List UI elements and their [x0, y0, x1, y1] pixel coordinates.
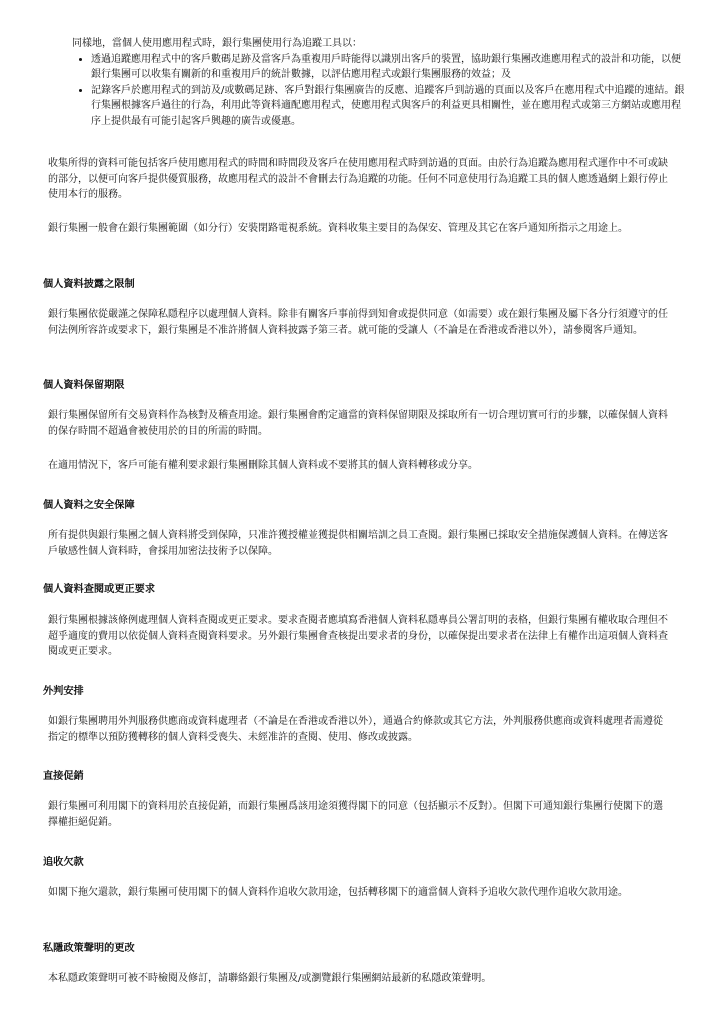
policy-changes-paragraph: 本私隱政策聲明可被不時檢閱及修訂，請聯絡銀行集團及/或瀏覽銀行集團網站最新的私隱政策聲明。: [48, 973, 492, 984]
list-item: • 透過追蹤應用程式中的客戶數碼足跡及當客戶為重複用戶時能得以識別出客戶的裝置，協助銀行集團改進應用程式的設計和功能，以便銀行集團可以收集有關新的和重複用戶的統計數據，以評估應用程式或銀行集團服務的效益；及: [91, 52, 687, 83]
section-heading: 私隱政策聲明的更改: [43, 943, 135, 954]
intro-lead: 同樣地，當個人使用應用程式時，銀行集團使用行為追蹤工具以：: [72, 38, 362, 49]
section-heading: 個人資料之安全保障: [43, 500, 135, 511]
section-heading: 追收欠款: [43, 857, 84, 868]
access-paragraph: 銀行集團根據該條例處理個人資料查閱或更正要求。要求查閱者應填寫香港個人資料私隱專員公署訂明的表格，但銀行集團有權收取合理但不超乎適度的費用以依從個人資料查閱資料要求。另外銀行集團會查核提出要求者的身份，以確保提出要求者在法律上有權作出這項個人資料查閱或更正要求。: [48, 615, 668, 657]
section-heading: 外判安排: [43, 686, 84, 697]
behavior-tracking-intro: [72, 36, 687, 129]
retention-paragraph: 銀行集團保留所有交易資料作為核對及稽查用途。銀行集團會酌定適當的資料保留期限及採取所有一切合理切實可行的步驟，以確保個人資料的保存時間不超過會被使用於的目的所需的時間。: [48, 410, 668, 437]
outsourcing-paragraph: 如銀行集團聘用外判服務供應商或資料處理者（不論是在香港或香港以外），通過合約條款或其它方法，外判服務供應商或資料處理者需遵從指定的標準以預防獲轉移的個人資料受喪失、未經准許的查閱、使用、修改或披露。: [48, 716, 663, 743]
security-paragraph: 所有提供與銀行集團之個人資料將受到保障，只准許獲授權並獲提供相關培訓之員工查閱。銀行集團已採取安全措施保護個人資料。在傳送客戶敏感性個人資料時，會採用加密法技術予以保障。: [48, 530, 668, 557]
direct-marketing-paragraph: 銀行集團可利用閣下的資料用於直接促銷，而銀行集團爲該用途須獲得閣下的同意（包括顯示不反對）。但閣下可通知銀行集團行使閣下的選擇權拒絕促銷。: [48, 801, 663, 828]
section-heading: 個人資料保留期限: [43, 380, 125, 391]
cctv-paragraph: 銀行集團一般會在銀行集團範圍（如分行）安裝閉路電視系統。資料收集主要目的為保安、管理及其它在客戶通知所指示之用途上。: [48, 223, 628, 234]
section-heading: 個人資料查閱或更正要求: [43, 584, 156, 595]
section-heading: 直接促銷: [43, 771, 84, 782]
disclosure-paragraph: 銀行集團依從嚴謹之保障私隱程序以處理個人資料。除非有關客戶事前得到知會或提供同意（如需要）或在銀行集團及屬下各分行須遵守的任何法例所容許或要求下，銀行集團是不准許將個人資料披露予第三者。就可能的受讓人（不論是在香港或香港以外），請參閱客戶通知。: [48, 309, 668, 336]
debt-collection-paragraph: 如閣下拖欠還款，銀行集團可使用閣下的個人資料作追收欠款用途，包括轉移閣下的適當個人資料予追收欠款代理作追收欠款用途。: [48, 887, 628, 898]
list-item: • 記錄客戶於應用程式的到訪及/或數碼足跡、客戶對銀行集團廣告的反應、追蹤客戶到訪過的頁面以及客戶在應用程式中追蹤的連結。銀行集團根據客戶過往的行為，利用此等資料適配應用程式，使應用程式與客戶的利益更具相關性，並在應用程式或第三方網站或應用程序上提供最有可能引起客戶興趣的廣告或優惠。: [91, 83, 687, 130]
tracking-purpose-list: [72, 52, 687, 130]
section-heading: 個人資料披露之限制: [43, 279, 135, 290]
app-data-paragraph: 收集所得的資料可能包括客戶使用應用程式的時間和時間段及客戶在使用應用程式時到訪過的頁面。由於行為追蹤為應用程式運作中不可或缺的部分，以便可向客戶提供優質服務，故應用程式的設計不會刪去行為追蹤的功能。任何不同意使用行為追蹤工具的個人應透過網上銀行停止使用本行的服務。: [48, 158, 668, 200]
retention-rights-paragraph: 在適用情況下，客戶可能有權利要求銀行集團刪除其個人資料或不要將其的個人資料轉移或分享。: [48, 460, 478, 471]
